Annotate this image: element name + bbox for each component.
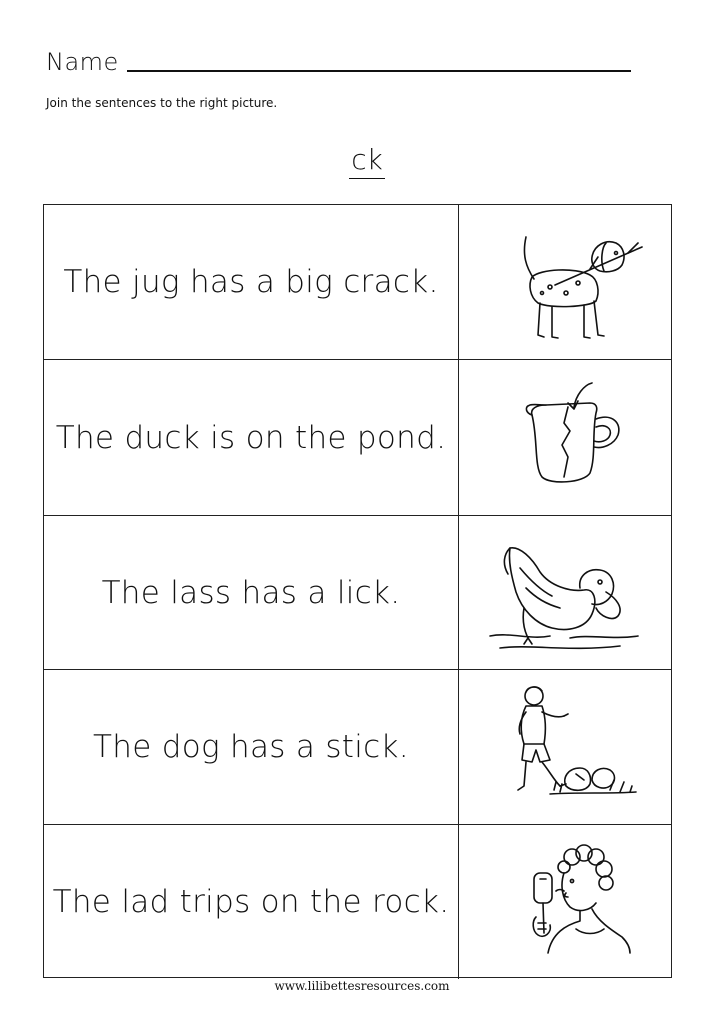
name-write-line[interactable] [127,70,631,72]
table-row [44,669,671,824]
picture-cell[interactable] [459,825,671,979]
girl-licking-ice-cream-icon [480,837,650,967]
sentence-cell[interactable]: The lass has a lick. [44,516,459,669]
instruction-text: Join the sentences to the right picture. [46,96,278,110]
table-row [44,359,671,515]
picture-cell[interactable] [459,360,671,515]
sentence-cell[interactable]: The jug has a big crack. [44,205,459,359]
sentence-cell[interactable]: The dog has a stick. [44,670,459,824]
table-row [44,515,671,669]
matching-table [43,204,672,978]
picture-cell[interactable] [459,205,671,359]
picture-cell[interactable] [459,670,671,824]
sentence-cell[interactable]: The duck is on the pond. [44,360,459,515]
footer-url[interactable]: www.lilibettesresources.com [274,979,450,993]
sentence-cell[interactable]: The lad trips on the rock. [44,825,459,979]
cracked-jug-icon [480,373,650,503]
heading-sound: ck [349,143,385,179]
name-row [46,48,631,76]
boy-tripping-on-rock-icon [480,682,650,812]
duck-on-pond-icon [480,528,650,658]
name-label: Name [46,48,119,76]
picture-cell[interactable] [459,516,671,669]
table-row [44,824,671,979]
table-row [44,205,671,359]
dog-with-stick-icon [480,217,650,347]
worksheet-heading [0,143,724,176]
